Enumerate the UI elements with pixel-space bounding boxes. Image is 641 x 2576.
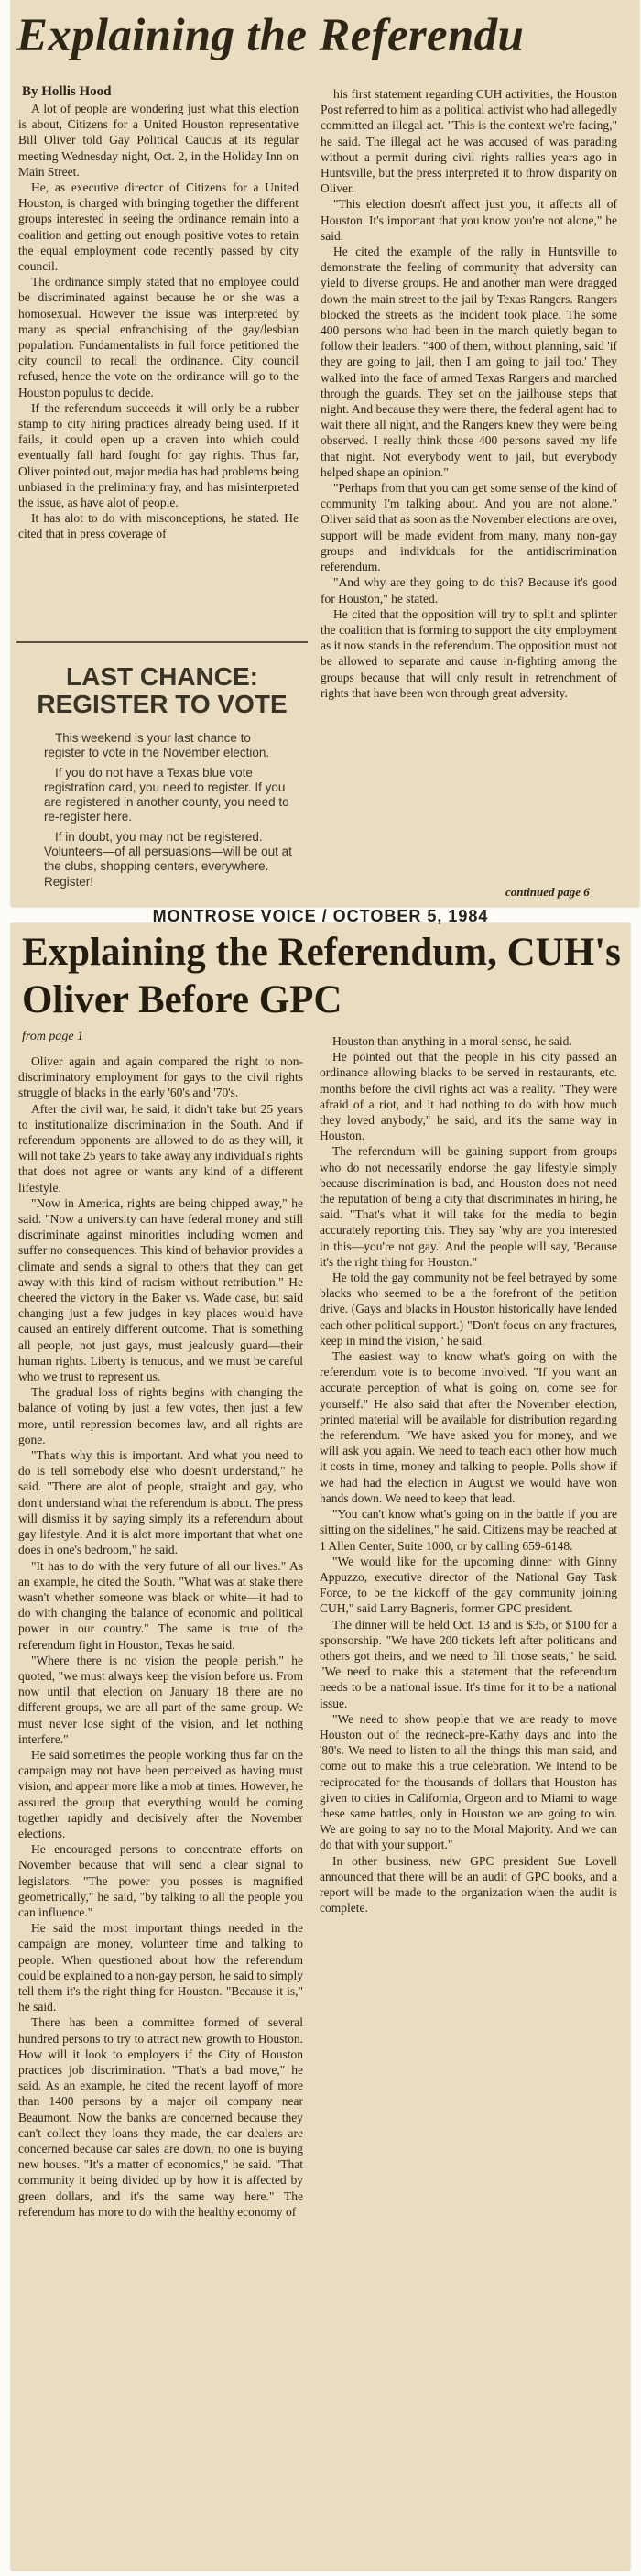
- paragraph: He pointed out that the people in his city passed an ordinance allowing blacks to be served in restaurants, etc. months before the civil rights act was a reality. "They were afraid of a riot, and it had nothing to do with how much they loved anybody," he said, and it's the same way in Houston.: [320, 1050, 617, 1143]
- paragraph: If you do not have a Texas blue vote registration card, you need to register. If you are registered in another county, you need to re-register here.: [44, 765, 289, 824]
- byline: By Hollis Hood: [22, 84, 112, 99]
- paragraph: If the referendum succeeds it will only be a rubber stamp to city hiring practices already being used. If it fails, it could open up a craven into which could eventually fall hard fought for gay rights. Thus far, Oliver pointed out, major media has had problems being unbiased in the preliminary fray, and has misinterpreted the issue, as have alot of people.: [18, 400, 299, 510]
- paragraph: This weekend is your last chance to register to vote in the November election.: [44, 731, 270, 760]
- paragraph: Houston than anything in a moral sense, he said.: [332, 1034, 572, 1048]
- paragraph: He encouraged persons to concentrate efforts on November because that will send a clear signal to legislators. "The power you posses is magnified geometrically," he said, "by talking to all the people you can influence.": [18, 1842, 303, 1919]
- paragraph: He said the most important things needed in the campaign are money, volunteer time and talking to people. When questioned about how the referendum could be explained to a non-gay person, he said to simply tell them it's the right thing for Houston. "Because it is," he said.: [18, 1921, 303, 2014]
- paragraph: After the civil war, he said, it didn't take but 25 years to institutionalize discrimination in the South. And if referendum opponents are allowed to do as they will, it will not take 25 years to take away any individual's rights that does not agree or wants any kind of a different lifestyle.: [18, 1101, 303, 1195]
- paragraph: He, as executive director of Citizens for a United Houston, is charged with bringing together the different groups interested in seeing the ordinance remain into a coalition and getting out enough positive votes to retain the equal employment code recently passed by city council.: [18, 180, 299, 274]
- register-to-vote-body: [44, 731, 293, 890]
- paragraph: "We would like for the upcoming dinner with Ginny Appuzzo, executive director of the National Gay Task Force, to be the kickoff of the gay community joining CUH," said Larry Bagneris, former GPC president.: [320, 1554, 617, 1616]
- register-to-vote-heading: LAST CHANCE: REGISTER TO VOTE: [37, 662, 288, 718]
- article1-right-column: [320, 86, 617, 701]
- paragraph: "Now in America, rights are being chipped away," he said. "Now a university can have federal money and still discriminate against minorities including women and suffer no consequences. This kind of behavior provides a climate and sends a signal to others that they can get away with this kind of racism without retribution." He cheered the victory in the Baker vs. Wade case, but said changing just a few judges in key places would have caused an entirely different outcome. That is something all people, not just gays, must jealously guard—their human rights. Liberty is tenuous, and we must be careful who we trust to represent us.: [18, 1195, 303, 1384]
- paragraph: The referendum will be gaining support from groups who do not necessarily endorse the gay lifestyle simply because discrimination is bad, and Houston does not need the reputation of being a city that discriminates in hiring, he said. "That's what it will take for the media to begin accurately reporting this. They say 'why are you interested in this—you're not gay.' And the people will say, 'Because it's the right thing for Houston.": [320, 1144, 617, 1269]
- paragraph: He said sometimes the people working thus far on the campaign may not have been perceived as having must vision, and appear more like a mob at times. However, he assured the group that everything would be coming together rapidly and decisively after the November elections.: [18, 1747, 303, 1840]
- paragraph: "And why are they going to do this? Because it's good for Houston," he stated.: [320, 575, 617, 606]
- paragraph: It has alot to do with misconceptions, he stated. He cited that in press coverage of: [18, 511, 299, 541]
- paragraph: He cited that the opposition will try to split and splinter the coalition that is forming to support the city employment as it now stands in the referendum. The opposition must not be allowed to separate and cause in-fighting among the groups because that will only result in retrenchment of rights that have been won through great adversity.: [320, 606, 617, 700]
- paragraph: "That's why this is important. And what you need to do is tell somebody else who doesn't understand," he said. "There are alot of people, straight and gay, who don't understand what the referendum is about. The press will dismiss it by saying simply its a referendum about gay lifestyle. And it is alot more important that what one does in one's bedroom," he said.: [18, 1448, 303, 1557]
- paragraph: The gradual loss of rights begins with changing the balance of voting by just a few votes, then just a few more, until repression becomes law, and all rights are gone.: [18, 1385, 303, 1446]
- paragraph: his first statement regarding CUH activities, the Houston Post referred to him as a political activist who had allegedly committed an illegal act. "This is the context we're facing," he said. The illegal act he was accused of was parading without a permit during civil rights rallies years ago in Huntsville, but the press interpreted it to throw disparity on Oliver.: [320, 87, 617, 196]
- paragraph: "Perhaps from that you can get some sense of the kind of community I'm talking about. And you are not alone." Oliver said that as soon as the November elections are over, support will be made evident from many, many non-gay groups and individuals for the antidiscrimination referendum.: [320, 481, 617, 574]
- paragraph: A lot of people are wondering just what this election is about, Citizens for a United Houston representative Bill Oliver told Gay Political Caucus at its regular meeting Wednesday night, Oct. 2, in the Holiday Inn on Main Street.: [18, 102, 299, 179]
- paragraph: If in doubt, you may not be registered. Volunteers—of all persuasions—will be out at the clubs, shopping centers, everywhere. Register!: [44, 829, 292, 889]
- article2-headline: Explaining the Referendum, CUH's Oliver Before GPC: [22, 931, 621, 1021]
- paragraph: There has been a committee formed of several hundred persons to try to attract new growth to Houston. How will it look to employers if the City of Houston practices job discrimination. "That's a bad move," he said. As an example, he cited the recent layoff of more than 1400 persons by a major oil company near Beaumont. Now the banks are concerned because they can't collect they loans they made, the car dealers are concerned because car sales are down, no one is buying new houses. "It's a matter of economics," he said. "That community it being divided up by how it is affected by green dollars, and it's the same way here." The referendum has more to do with the healthy economy of: [18, 2015, 303, 2219]
- masthead: MONTROSE VOICE / OCTOBER 5, 1984: [152, 907, 489, 925]
- paragraph: In other business, new GPC president Sue Lovell announced that there will be an audit of GPC books, and a report will be made to the organization when the audit is complete.: [320, 1853, 617, 1916]
- from-page-note: from page 1: [22, 1030, 84, 1043]
- paragraph: The easiest way to know what's going on with the referendum vote is to become involved. "If you want an accurate perception of what is going on, come see for yourself." He also said that after the November election, printed material will be available for distribution regarding the referendum. "We have asked you for money, and we will ask you again. We need to teach each other how much it costs in time, money and talking to people. Polls show if we had had the election in August we would have won hands down. We need to keep that lead.: [320, 1349, 617, 1505]
- paragraph: "We need to show people that we are ready to move Houston out of the redneck-pre-Kathy days and into the '80's. We need to listen to all the things this man said, and come out to make this a true celebration. We intend to be reciprocated for the thousands of dollars that Houston has given to cities in California, Orgeon and to Miami to wage these same battles, only in Houston we are going to win. We are going to say no to the Moral Majority. And we can do that with your support.": [320, 1711, 617, 1852]
- continued-note: continued page 6: [505, 885, 590, 899]
- paragraph: He cited the example of the rally in Huntsville to demonstrate the feeling of community that adversity can yield to diverse groups. He and another man were dragged down the main street to the jail by Texas Rangers. Rangers blocked the streets as the incident took place. The some 400 persons who had been in the march quietly began to follow their leaders. "400 of them, without planning, said 'if they are going to jail, then I am going to jail too.' They walked into the face of armed Texas Rangers and marched through the guards. They set on the jailhouse steps that night. And because they were there, the federal agent had to wait there all night, and the Rangers knew they were being observed. I really think those 400 persons saved my life that night. Not everybody went to jail, but everybody helped shape an opinion.": [320, 245, 617, 479]
- paragraph: The dinner will be held Oct. 13 and is $35, or $100 for a sponsorship. "We have 200 tickets left after politicans and others got theirs, and we need to fill those seats," he said. "We need to make this a statement that the referendum needs to be a national issue. It's time for it to be a national issue.: [320, 1617, 617, 1710]
- paragraph: "This election doesn't affect just you, it affects all of Houston. It's important that you know you're not alone," he said.: [320, 197, 617, 243]
- paragraph: "It has to do with the very future of all our lives." As an example, he cited the South. "What was at stake there wasn't whether someone was black or white—it had to do with changing the balance of economic and political power in our country." The same is true of the referendum fight in Houston, Texas he said.: [18, 1558, 303, 1652]
- paragraph: The ordinance simply stated that no employee could be discriminated against because he or she was a homosexual. However the issue was interpreted by many as special enfranchising of the gay/lesbian population. Fundamentalists in full force petitioned the city council to recall the ordinance. City council refused, hence the vote on the ordinance will go to the Houston populus to decide.: [18, 275, 299, 399]
- article1-left-column: [18, 101, 299, 542]
- article1-headline: Explaining the Referendu: [16, 10, 525, 61]
- register-to-vote-box: [16, 641, 308, 889]
- paragraph: He told the gay community not be feel betrayed by some blacks who seemed to be a the forefront of the petition drive. (Gays and blacks in Houston historically have lended each other political support.) "Don't focus on any fractures, keep in mind the vision," he said.: [320, 1271, 617, 1348]
- paragraph: "Where there is no vision the people perish," he quoted, "we must always keep the vision before us. From now until that election on January 18 there are no different groups, we are all part of the same group. We must never lose sight of the vision, and let nothing interfere.": [18, 1653, 303, 1746]
- article2-right-column: [320, 1033, 617, 1916]
- paragraph: "You can't know what's going on in the battle if you are sitting on the sidelines," he said. Citizens may be reached at 1 Allen Center, Suite 1000, or by calling 659-6148.: [320, 1507, 617, 1553]
- article2-left-column: [18, 1053, 303, 2220]
- paragraph: Oliver again and again compared the right to non-discriminatory employment for gays to the civil rights struggle of blacks in the early '60's and '70's.: [18, 1054, 303, 1100]
